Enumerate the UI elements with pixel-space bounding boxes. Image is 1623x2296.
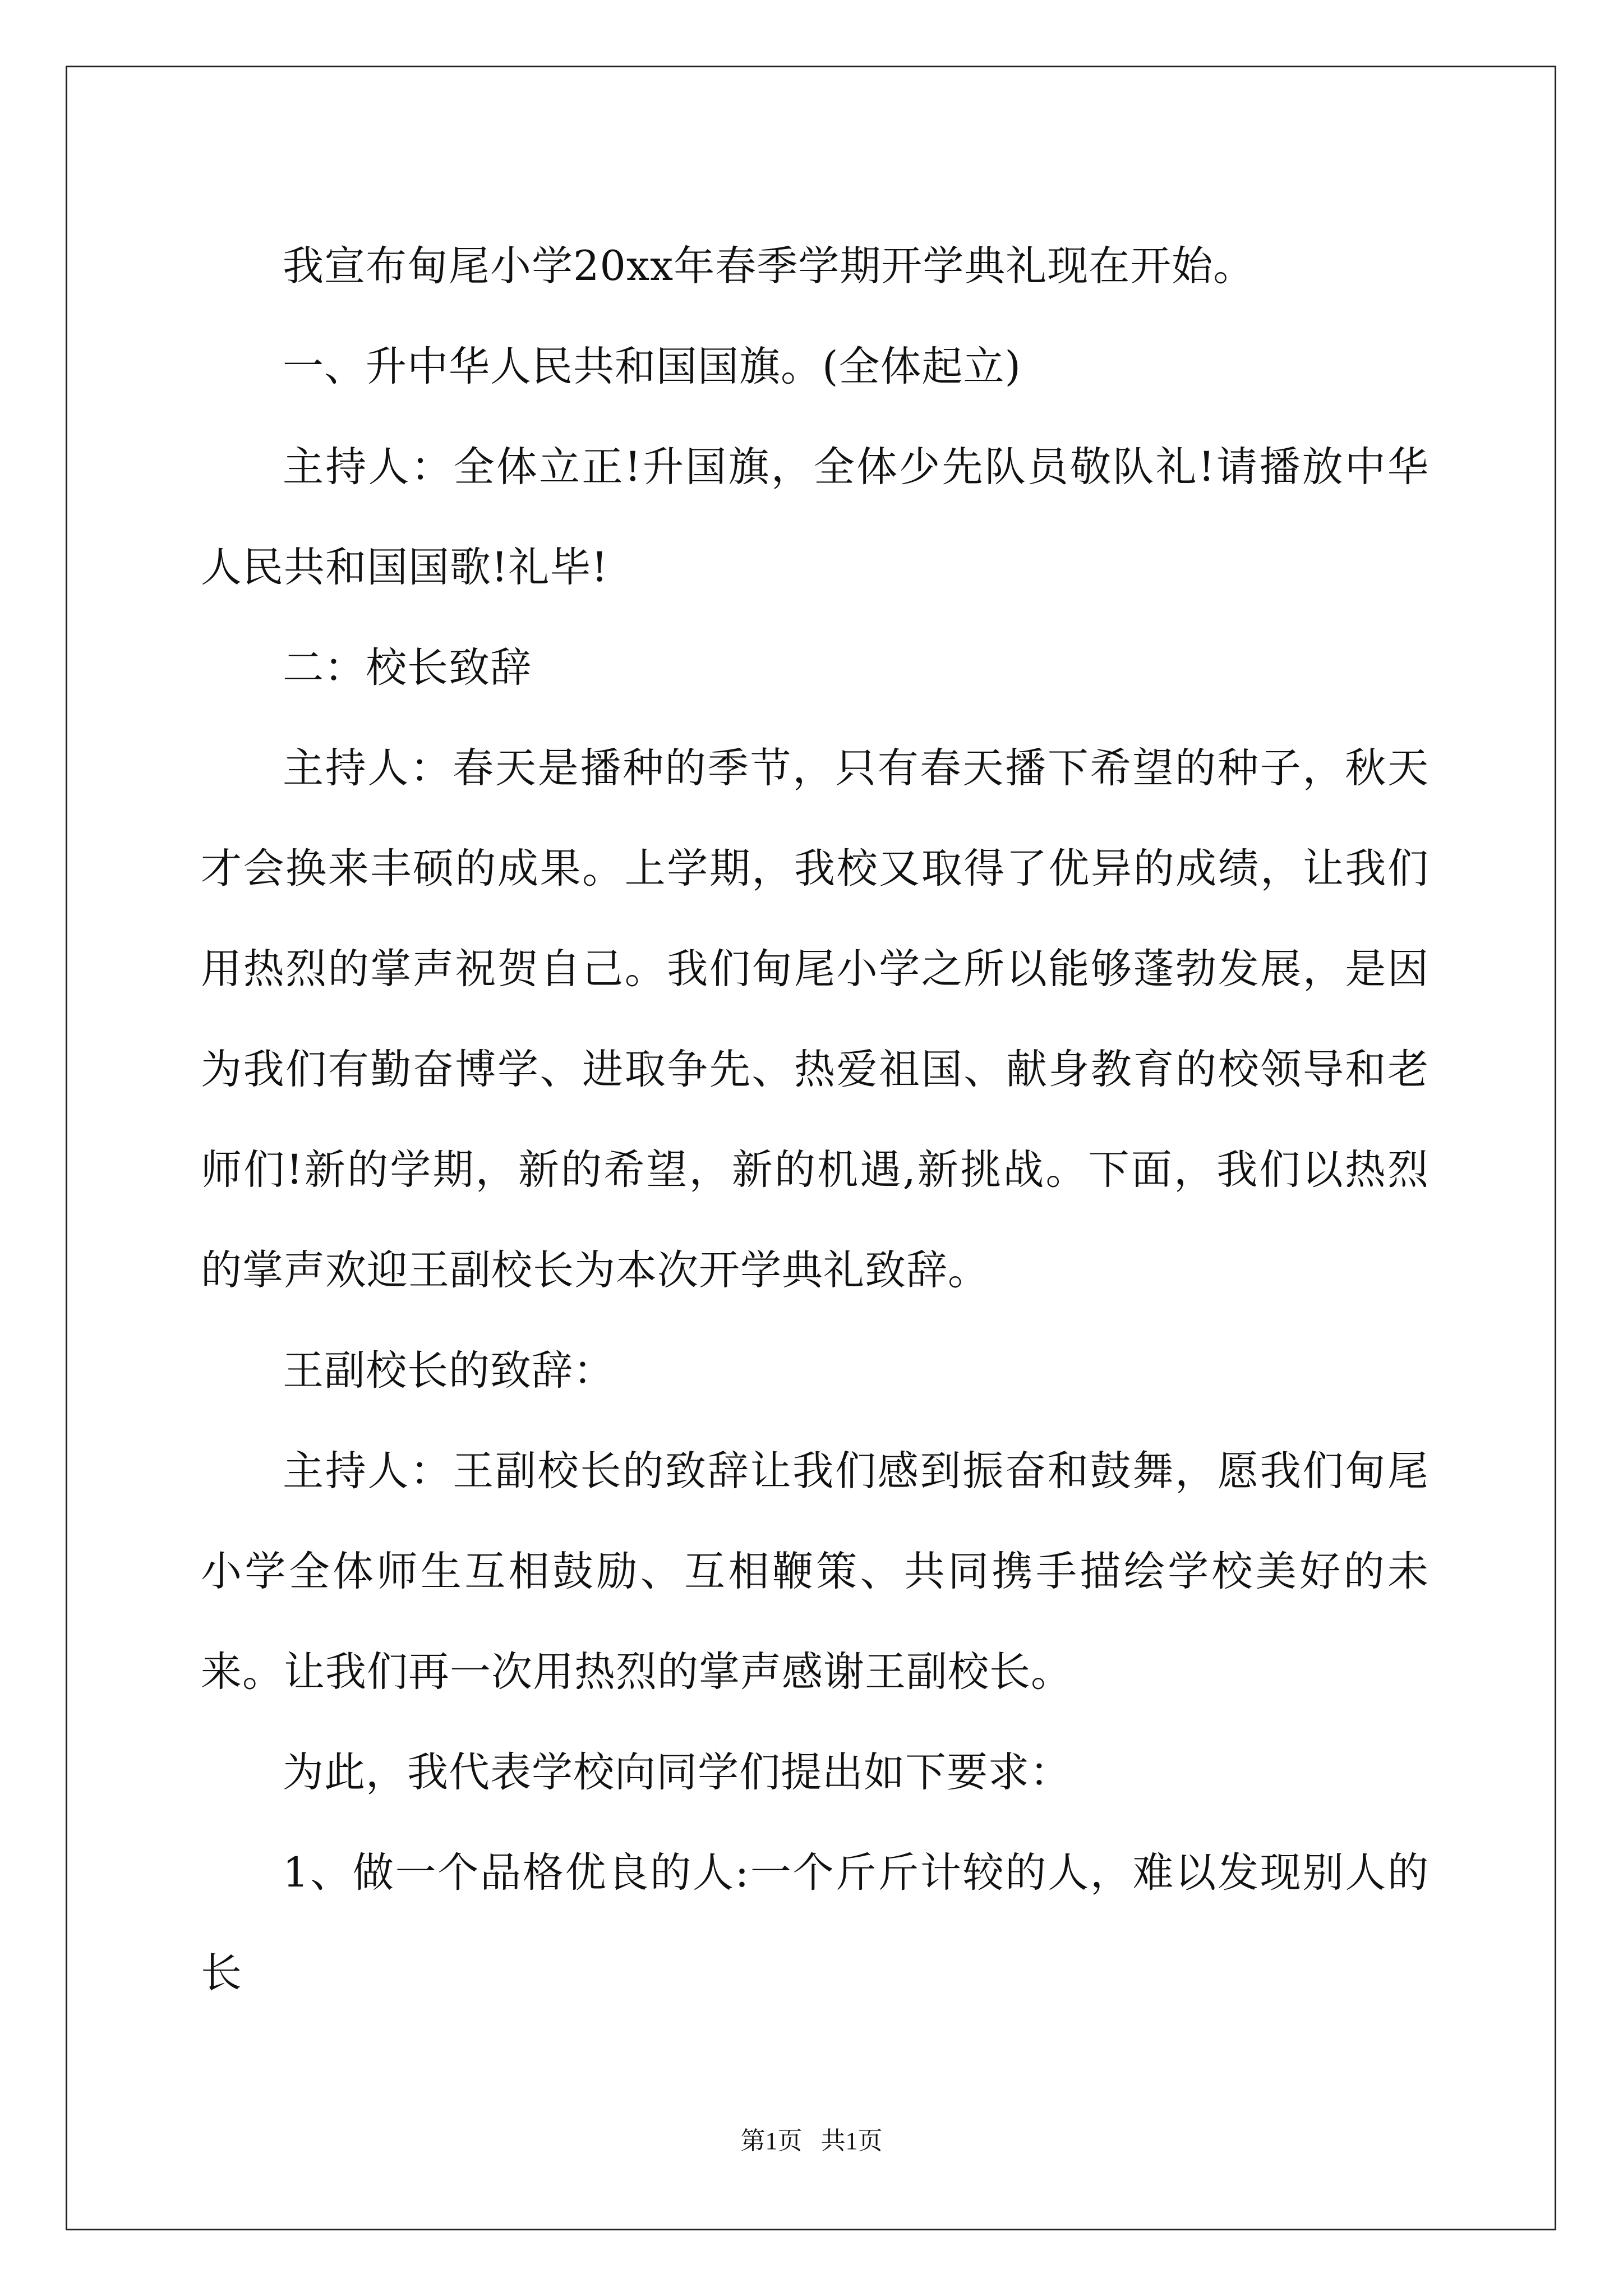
- paragraph-host-thanks: 主持人：王副校长的致辞让我们感到振奋和鼓舞，愿我们甸尾小学全体师生互相鼓励、互相鞭策、共同携手描绘学校美好的未来。让我们再一次用热烈的掌声感谢王副校长。: [201, 1447, 1429, 1696]
- document-body: [201, 216, 1429, 2023]
- paragraph-flag-raising: 一、升中华人民共和国国旗。(全体起立): [283, 343, 1021, 390]
- paragraph-host-flag: 主持人：全体立正!升国旗，全体少先队员敬队礼!请播放中华人民共和国国歌!礼毕!: [201, 443, 1429, 591]
- page-total: 共1页: [820, 2127, 883, 2155]
- page-footer: [0, 2120, 1623, 2156]
- paragraph-opening: 我宣布甸尾小学20xx年春季学期开学典礼现在开始。: [283, 242, 1255, 290]
- paragraph-principal-speech-heading: 二：校长致辞: [283, 644, 532, 692]
- paragraph-host-spring: 主持人：春天是播种的季节，只有春天播下希望的种子，秋天才会换来丰硕的成果。上学期，我校又取得了优异的成绩，让我们用热烈的掌声祝贺自己。我们甸尾小学之所以能够蓬勃发展，是因为我们有勤奋博学、进取争先、热爱祖国、献身教育的校领导和老师们!新的学期，新的希望，新的机遇,新挑战。下面，我们以热烈的掌声欢迎王副校长为本次开学典礼致辞。: [201, 744, 1429, 1294]
- page-number: 第1页: [740, 2127, 803, 2155]
- paragraph-requirement-1: 1、做一个品格优良的人:一个斤斤计较的人，难以发现别人的长: [201, 1849, 1429, 1997]
- paragraph-vice-principal-speech: 王副校长的致辞：: [283, 1347, 615, 1395]
- paragraph-requirements-intro: 为此，我代表学校向同学们提出如下要求：: [283, 1749, 1071, 1796]
